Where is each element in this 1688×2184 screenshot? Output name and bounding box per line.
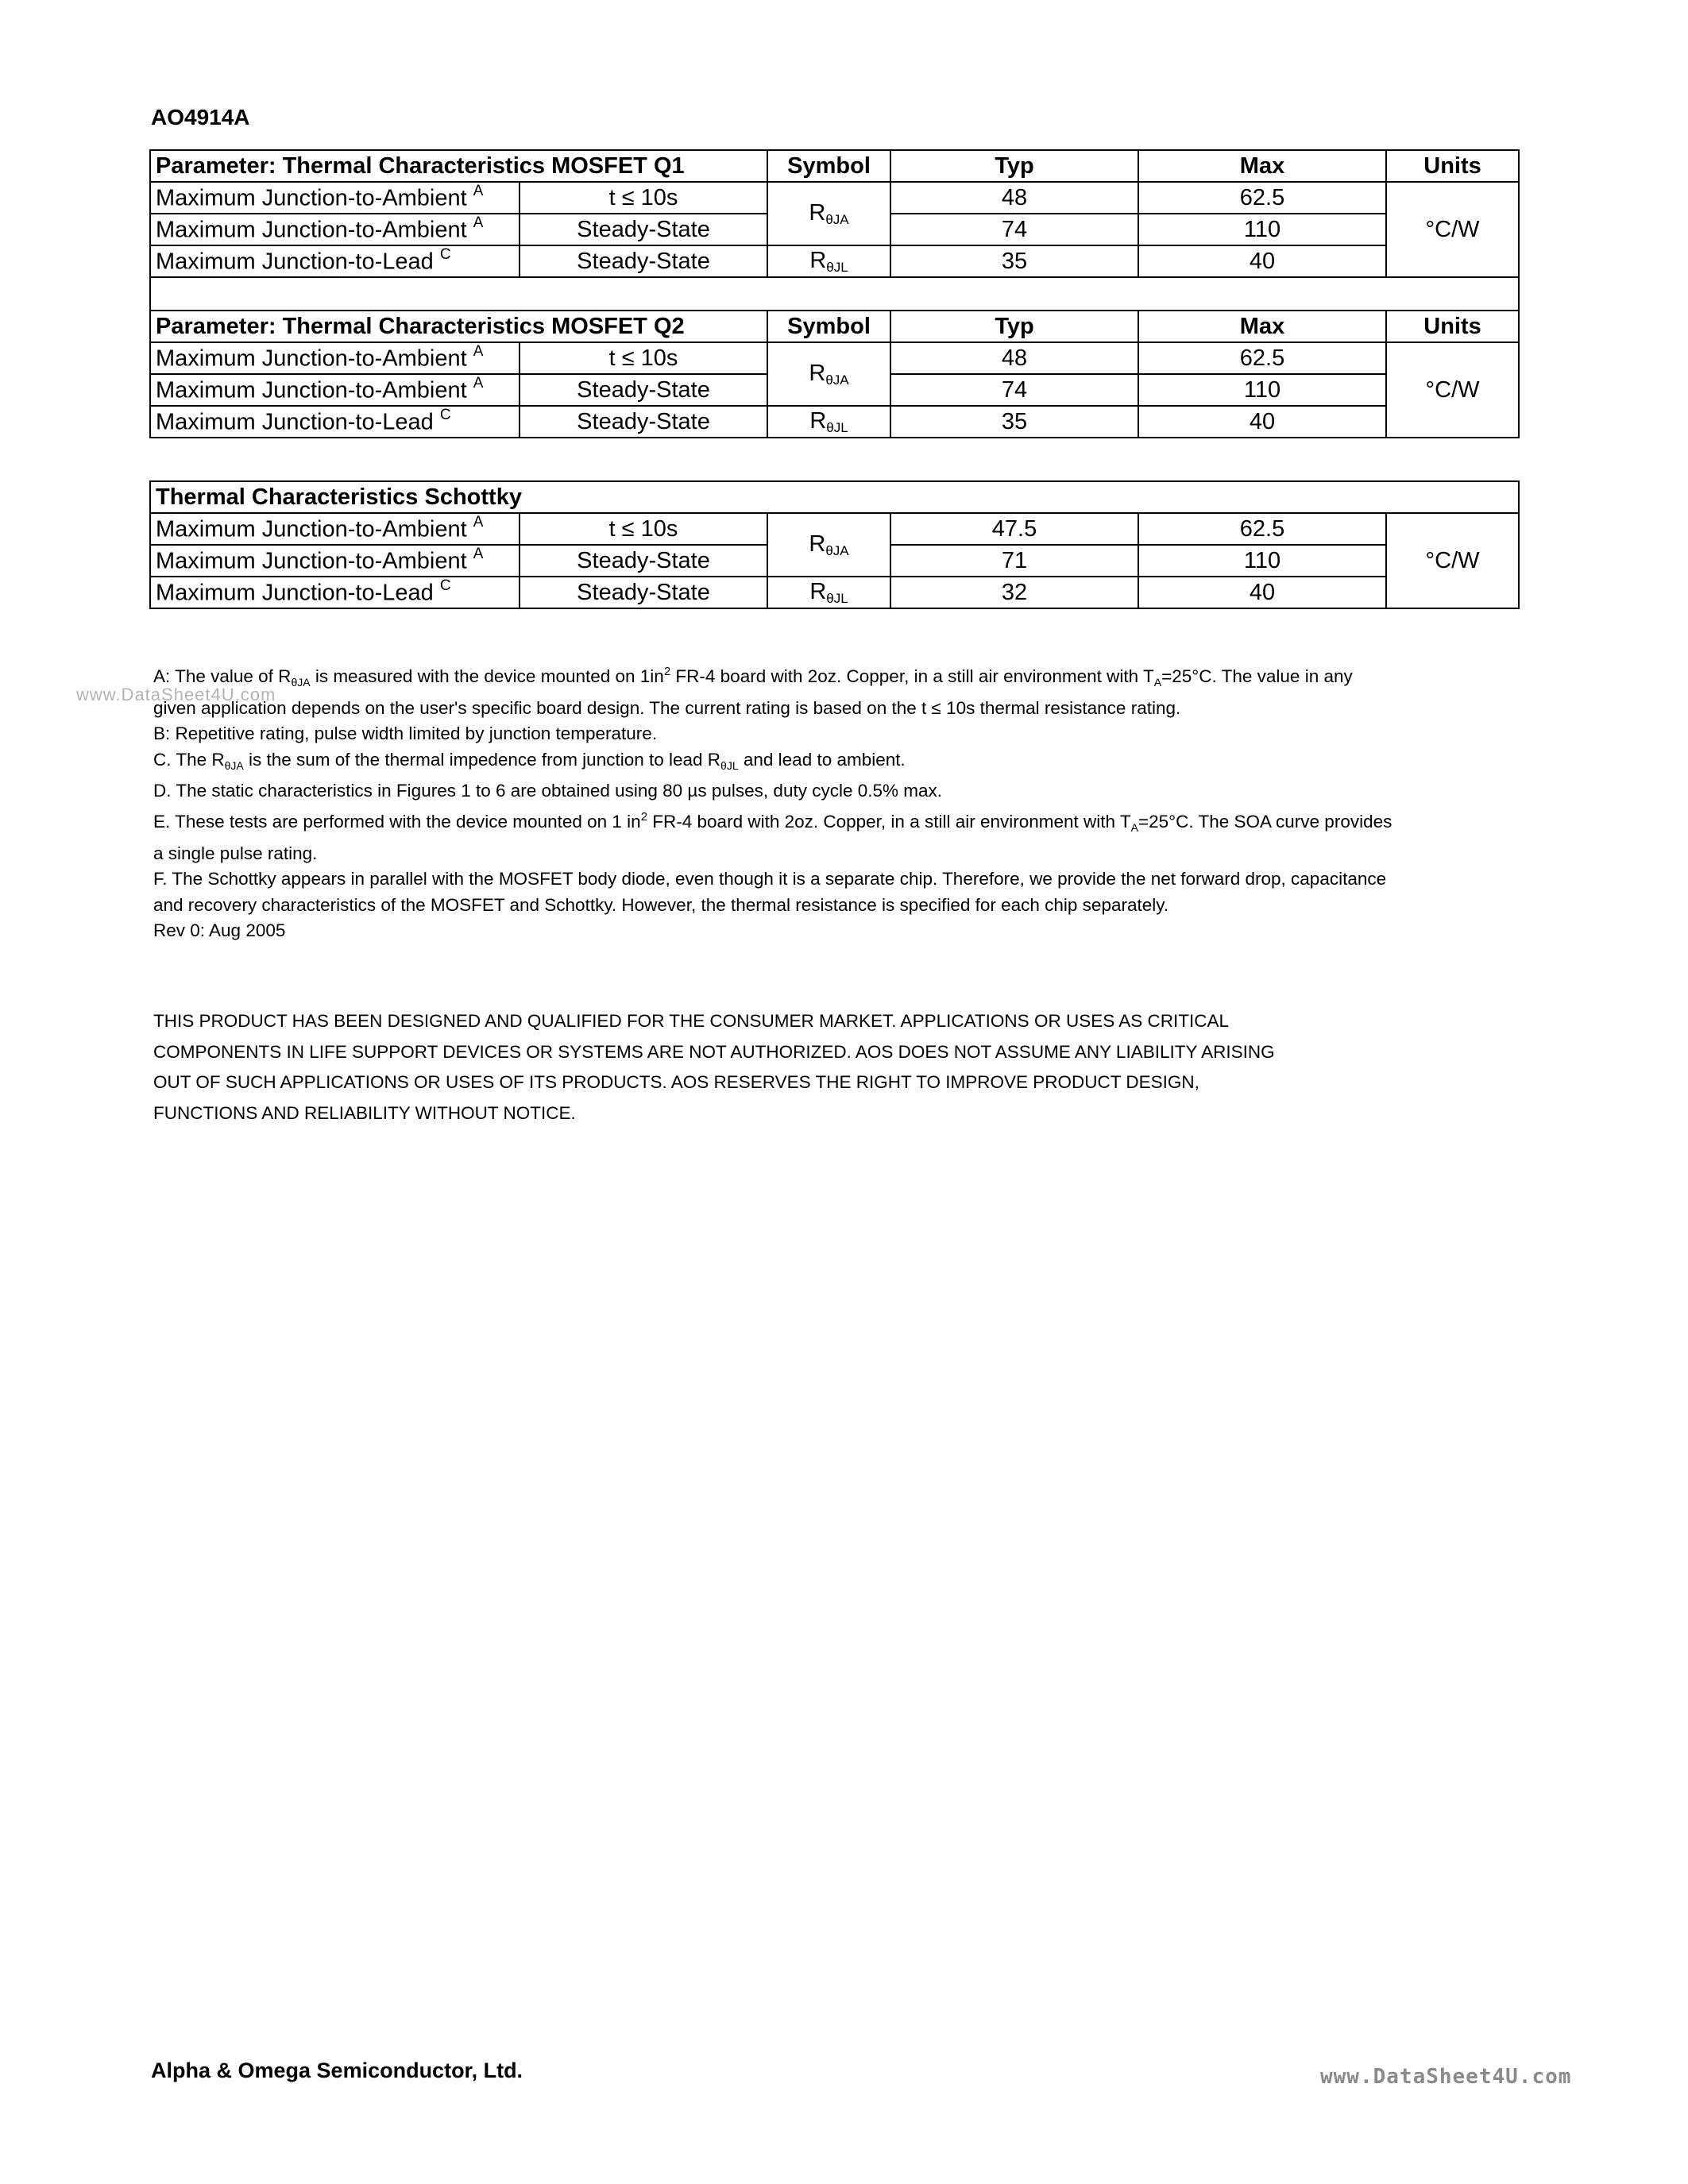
max-header: Max	[1138, 150, 1386, 182]
condition-cell: Steady-State	[520, 545, 767, 577]
units-cell: °C/W	[1386, 342, 1519, 438]
note-e: E. These tests are performed with the device mounted on 1 $in^2$ FR-4 board with 2oz. Copper, in a still air environment with $T_A=25^\circ C$. The SOA curve provides a single pulse rating.	[153, 809, 1393, 863]
thermal-table-mosfets	[149, 149, 1520, 438]
document-title: AO4914A	[151, 105, 250, 129]
typ-value: 74	[890, 214, 1138, 245]
footer-website: www.DataSheet4U.com	[1320, 2065, 1572, 2089]
units-header: Units	[1386, 311, 1519, 342]
units-cell: °C/W	[1386, 182, 1519, 277]
typ-header: Typ	[890, 150, 1138, 182]
param-label: Maximum Junction-to-Ambient $^A$	[150, 214, 520, 245]
param-label: Maximum Junction-to-Lead $^C$	[150, 245, 520, 277]
disclaimer-line: FUNCTIONS AND RELIABILITY WITHOUT NOTICE.	[153, 1102, 576, 1123]
spacer-cell	[150, 277, 1519, 311]
max-value: 62.5	[1138, 342, 1386, 374]
max-value: 110	[1138, 374, 1386, 406]
param-label: Maximum Junction-to-Ambient $^A$	[150, 342, 520, 374]
symbol-cell: RθJA	[767, 182, 890, 245]
max-value: 40	[1138, 406, 1386, 438]
schottky-section-title: Thermal Characteristics Schottky	[150, 481, 1519, 513]
max-value: 40	[1138, 245, 1386, 277]
condition-cell: Steady-State	[520, 406, 767, 438]
max-value: 62.5	[1138, 513, 1386, 545]
typ-value: 48	[890, 342, 1138, 374]
revision-note: Rev 0: Aug 2005	[153, 920, 286, 941]
condition-cell: Steady-State	[520, 374, 767, 406]
q2-row-ambient-10s	[150, 342, 1519, 374]
param-label: Maximum Junction-to-Ambient $^A$	[150, 374, 520, 406]
q1-row-lead	[150, 245, 1519, 277]
symbol-cell: RθJA	[767, 342, 890, 406]
symbol-cell: RθJL	[767, 406, 890, 438]
typ-value: 74	[890, 374, 1138, 406]
disclaimer-line: OUT OF SUCH APPLICATIONS OR USES OF ITS PRODUCTS. AOS RESERVES THE RIGHT TO IMPROVE PRODUCT DESIGN,	[153, 1072, 1199, 1092]
q2-row-lead	[150, 406, 1519, 438]
symbol-cell: RθJA	[767, 513, 890, 577]
typ-value: 35	[890, 245, 1138, 277]
note-b: B: Repetitive rating, pulse width limited by junction temperature.	[153, 723, 658, 744]
typ-value: 71	[890, 545, 1138, 577]
condition-cell: t ≤ 10s	[520, 182, 767, 214]
symbol-header: Symbol	[767, 150, 890, 182]
disclaimer	[153, 1006, 1424, 1129]
max-value: 62.5	[1138, 182, 1386, 214]
param-label: Maximum Junction-to-Lead $^C$	[150, 577, 520, 608]
symbol-header: Symbol	[767, 311, 890, 342]
note-a: A: The value of $R_{\theta JA}$ is measured with the device mounted on $1in^2$ FR-4 board with 2oz. Copper, in a still air environment with $T_A=25^\circ C$. The value in any given application depends on the user's specific board design. The current rating is based on the t ≤ 10s thermal resistance rating.	[153, 665, 1353, 718]
q2-header-row	[150, 311, 1519, 342]
q2-section-title: Parameter: Thermal Characteristics MOSFET Q2	[150, 311, 767, 342]
max-value: 40	[1138, 577, 1386, 608]
param-label: Maximum Junction-to-Ambient $^A$	[150, 182, 520, 214]
note-c: C. The $R_{\theta JA}$ is the sum of the thermal impedence from junction to lead $R_{\theta JL}$ and lead to ambient.	[153, 749, 906, 772]
param-label: Maximum Junction-to-Lead $^C$	[150, 406, 520, 438]
disclaimer-line: THIS PRODUCT HAS BEEN DESIGNED AND QUALIFIED FOR THE CONSUMER MARKET. APPLICATIONS OR USES AS CRITICAL	[153, 1011, 1229, 1031]
typ-header: Typ	[890, 311, 1138, 342]
condition-cell: Steady-State	[520, 245, 767, 277]
condition-cell: t ≤ 10s	[520, 513, 767, 545]
schottky-row-lead	[150, 577, 1519, 608]
schottky-row-ambient-10s	[150, 513, 1519, 545]
max-value: 110	[1138, 214, 1386, 245]
param-label: Maximum Junction-to-Ambient $^A$	[150, 513, 520, 545]
disclaimer-line: COMPONENTS IN LIFE SUPPORT DEVICES OR SYSTEMS ARE NOT AUTHORIZED. AOS DOES NOT ASSUME ANY LIABILITY ARISING	[153, 1041, 1275, 1062]
max-value: 110	[1138, 545, 1386, 577]
q1-row-ambient-10s	[150, 182, 1519, 214]
units-cell: °C/W	[1386, 513, 1519, 608]
thermal-table-schottky	[149, 480, 1520, 609]
symbol-cell: RθJL	[767, 245, 890, 277]
typ-value: 47.5	[890, 513, 1138, 545]
condition-cell: t ≤ 10s	[520, 342, 767, 374]
param-label: Maximum Junction-to-Ambient $^A$	[150, 545, 520, 577]
typ-value: 32	[890, 577, 1138, 608]
condition-cell: Steady-State	[520, 214, 767, 245]
schottky-header-row	[150, 481, 1519, 513]
typ-value: 35	[890, 406, 1138, 438]
note-d: D. The static characteristics in Figures 1 to 6 are obtained using 80 µs pulses, duty cycle 0.5% max.	[153, 781, 943, 801]
units-header: Units	[1386, 150, 1519, 182]
footnotes	[153, 659, 1393, 944]
note-f: F. The Schottky appears in parallel with the MOSFET body diode, even though it is a separate chip. Therefore, we provide the net forward drop, capacitance and recovery characteristics of the MOSFET and Schottky. However, the thermal resistance is specified for each chip separately.	[153, 869, 1387, 915]
spacer-row	[150, 277, 1519, 311]
symbol-cell: RθJL	[767, 577, 890, 608]
q1-header-row	[150, 150, 1519, 182]
max-header: Max	[1138, 311, 1386, 342]
footer-company-name: Alpha & Omega Semiconductor, Ltd.	[151, 2059, 523, 2082]
typ-value: 48	[890, 182, 1138, 214]
condition-cell: Steady-State	[520, 577, 767, 608]
q1-section-title: Parameter: Thermal Characteristics MOSFET Q1	[150, 150, 767, 182]
watermark-text: www.DataSheet4U.com	[76, 685, 276, 704]
